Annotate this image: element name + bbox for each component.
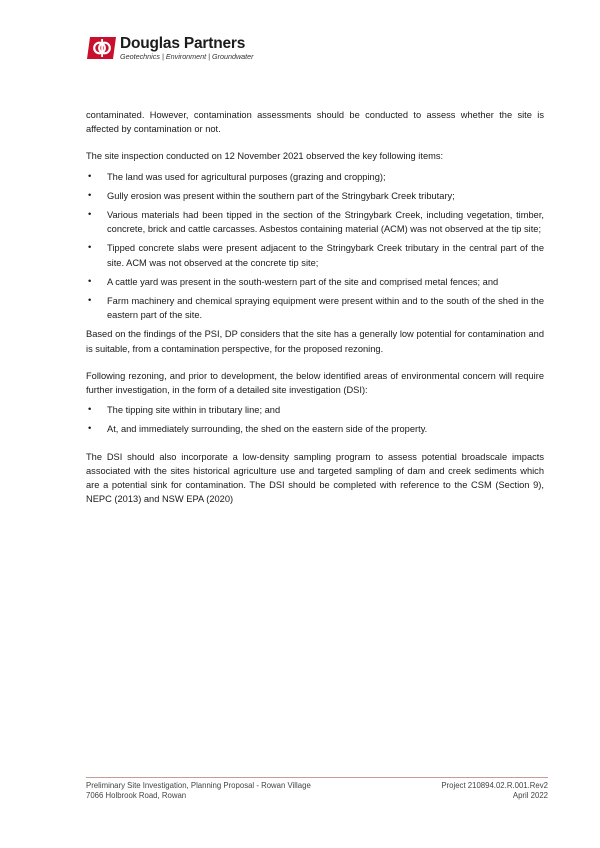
list-item: • Farm machinery and chemical spraying equipment were present within and to the south of the shed in the eastern part of the site.	[86, 294, 544, 322]
paragraph-dsi: The DSI should also incorporate a low-density sampling program to assess potential broadscale impacts associated with the sites historical agriculture use and targeted sampling of dam and creek sediments which are a potential sink for contamination. The DSI should be completed with reference to the CSM (Section 9), NEPC (2013) and NSW EPA (2020)	[86, 451, 544, 505]
paragraph-findings: Based on the findings of the PSI, DP considers that the site has a generally low potential for contamination and is suitable, from a contamination perspective, for the proposed rezoning.	[86, 329, 544, 354]
areas-of-concern-list	[86, 403, 544, 436]
list-item: • Tipped concrete slabs were present adjacent to the Stringybark Creek tributary in the central part of the site. ACM was not observed at the concrete tip site;	[86, 241, 544, 269]
list-item: • The tipping site within in tributary line; and	[86, 403, 544, 417]
brand-tagline: Geotechnics | Environment | Groundwater	[120, 51, 254, 61]
paragraph-intro: contaminated. However, contamination assessments should be conducted to assess whether the site is affected by contamination or not.	[86, 110, 544, 135]
document-body	[86, 108, 544, 506]
footer-address: 7066 Holbrook Road, Rowan	[86, 791, 187, 800]
footer-project-number: Project 210894.02.R.001.Rev2	[441, 781, 548, 790]
footer-left	[86, 781, 311, 801]
logo-text	[120, 36, 254, 60]
paragraph-site-inspection: The site inspection conducted on 12 November 2021 observed the key following items:	[86, 151, 444, 162]
footer-right	[441, 781, 548, 801]
brand-name: Douglas Partners	[120, 35, 246, 53]
list-item: • The land was used for agricultural purposes (grazing and cropping);	[86, 170, 544, 184]
list-item: • At, and immediately surrounding, the shed on the eastern side of the property.	[86, 422, 544, 436]
list-item: • Gully erosion was present within the southern part of the Stringybark Creek tributary;	[86, 189, 544, 203]
footer-divider	[86, 777, 548, 778]
footer-date: April 2022	[512, 791, 548, 800]
list-item: • A cattle yard was present in the south-western part of the site and comprised metal fences; and	[86, 275, 544, 289]
douglas-partners-logo-icon	[86, 36, 118, 60]
footer-report-title: Preliminary Site Investigation, Planning Proposal - Rowan Village	[86, 781, 311, 790]
paragraph-rezoning: Following rezoning, and prior to development, the below identified areas of environmental concern will require further investigation, in the form of a detailed site investigation (DSI):	[86, 370, 544, 396]
inspection-items-list	[86, 170, 544, 323]
list-item: • Various materials had been tipped in the section of the Stringybark Creek, including vegetation, timber, concrete, brick and cattle carcasses. Asbestos containing material (ACM) was not observed at the tip site;	[86, 208, 544, 236]
company-logo	[86, 36, 254, 60]
